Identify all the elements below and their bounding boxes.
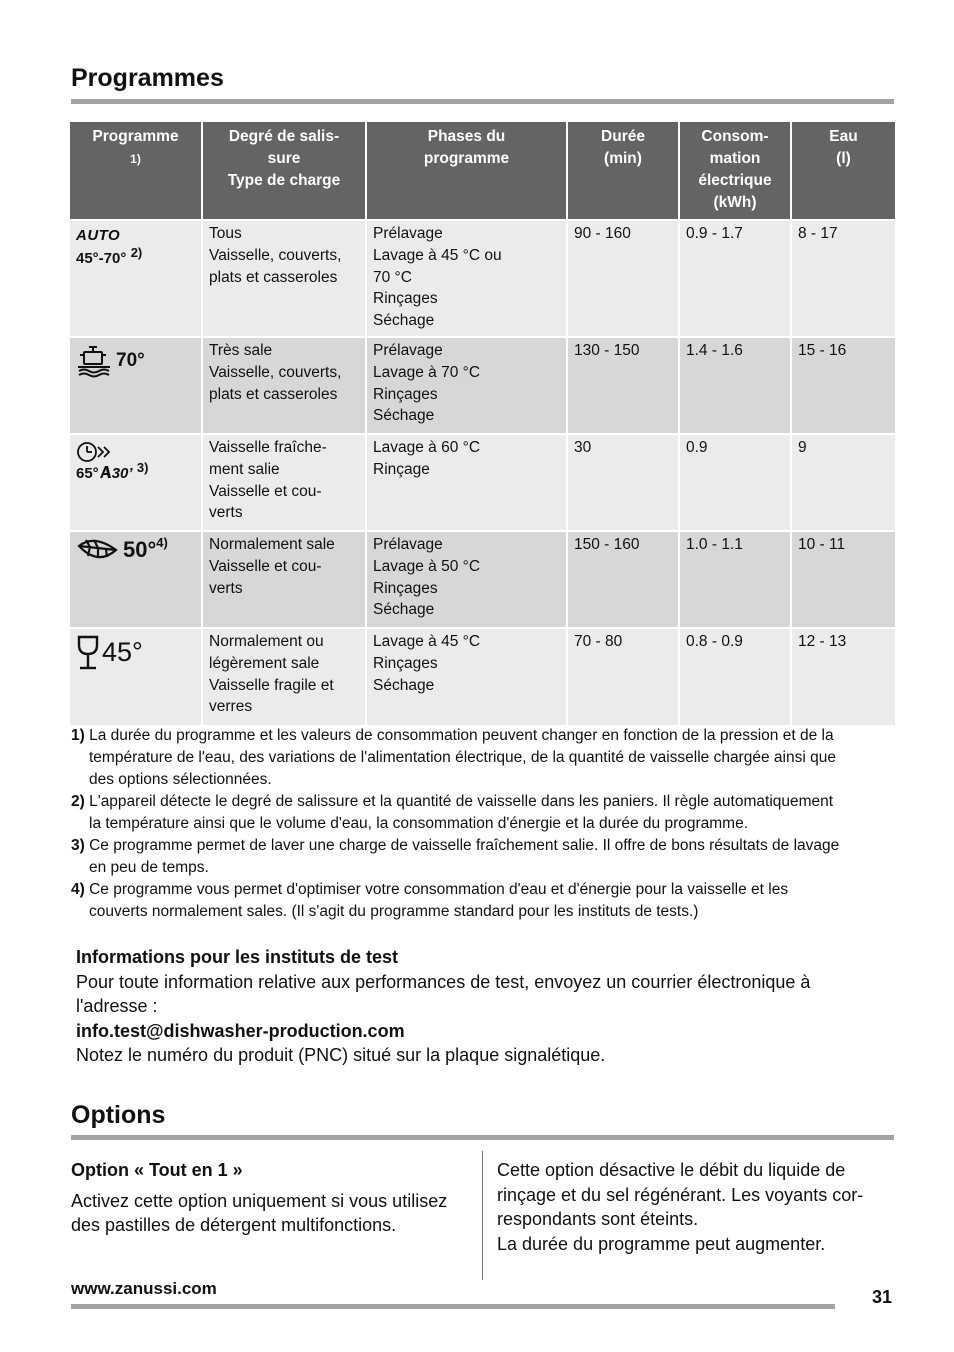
programme-cell (70, 434, 202, 531)
header-phases: Phases du programme (366, 122, 567, 220)
programme-cell (70, 220, 202, 337)
test-info-text: l'adresse : (76, 996, 158, 1016)
duration-cell: 30 (567, 434, 679, 531)
column-divider (482, 1151, 483, 1280)
test-info-heading: Informations pour les instituts de test (76, 947, 399, 967)
duration-cell: 150 - 160 (567, 531, 679, 628)
water-cell: 10 - 11 (791, 531, 895, 628)
options-right-column (497, 1158, 887, 1256)
footnote-1: 1) La durée du programme et les valeurs de consommation peuvent changer en fonction de la pression et de la température de l'eau, des variations de l'alimentation électrique, de la quantité de vaisselle chargée ainsi que des options sélectionnées. (71, 727, 836, 788)
phases-cell: Prélavage Lavage à 70 °C Rinçages Séchage (366, 337, 567, 434)
header-energy: Consom- mation électrique (kWh) (679, 122, 791, 220)
energy-cell: 0.9 (679, 434, 791, 531)
footnote-4: 4) Ce programme vous permet d'optimiser votre consommation d'eau et d'énergie pour la vaisselle et les couverts normalement sales. (Il s'agit du programme standard pour les instituts de tests.) (71, 881, 789, 920)
test-info (76, 945, 876, 1068)
energy-cell: 1.0 - 1.1 (679, 531, 791, 628)
footnote-ref: 4) (156, 535, 168, 551)
soil-cell: Vaisselle fraîche- ment salie Vaisselle et cou- verts (202, 434, 366, 531)
page-number: 31 (872, 1287, 893, 1307)
soil-cell: Très sale Vaisselle, couverts, plats et casseroles (202, 337, 366, 434)
section-rule (71, 1135, 894, 1140)
duration-cell: 90 - 160 (567, 220, 679, 337)
energy-cell: 1.4 - 1.6 (679, 337, 791, 434)
table-row (70, 628, 895, 725)
header-programme: Programme 1) (70, 122, 202, 220)
programme-temp: 70° (116, 350, 145, 372)
quick-a-icon (99, 465, 112, 479)
footnotes (71, 725, 897, 923)
table-row (70, 337, 895, 434)
test-info-text: Pour toute information relative aux performances de test, envoyez un courrier électronique à (76, 971, 811, 992)
soil-cell: Tous Vaisselle, couverts, plats et casseroles (202, 220, 366, 337)
test-info-text: Notez le numéro du produit (PNC) situé sur la plaque signalétique. (76, 1045, 606, 1065)
soil-cell: Normalement sale Vaisselle et cou- verts (202, 531, 366, 628)
glass-icon (76, 635, 100, 671)
water-cell: 12 - 13 (791, 628, 895, 725)
option-text: Activez cette option uniquement si vous utilisez (71, 1190, 448, 1211)
phases-cell: Prélavage Lavage à 45 °C ou 70 °C Rinçages Séchage (366, 220, 567, 337)
footnote-ref: 3) (136, 460, 149, 475)
auto-icon: AUTO (76, 227, 121, 244)
duration-cell: 70 - 80 (567, 628, 679, 725)
programme-cell (70, 628, 202, 725)
programmes-table (70, 122, 895, 725)
header-soil: Degré de salis- sure Type de charge (202, 122, 366, 220)
energy-cell: 0.8 - 0.9 (679, 628, 791, 725)
footer-rule (71, 1304, 835, 1309)
programme-time: 30’ (111, 465, 133, 482)
phases-cell: Lavage à 45 °C Rinçages Séchage (366, 628, 567, 725)
table-row (70, 220, 895, 337)
phases-cell: Prélavage Lavage à 50 °C Rinçages Séchage (366, 531, 567, 628)
option-text: rinçage et du sel régénérant. Les voyants cor- (497, 1184, 864, 1205)
section-title-options: Options (71, 1101, 166, 1129)
soil-cell: Normalement ou légèrement sale Vaisselle fragile et verres (202, 628, 366, 725)
table-header-row (70, 122, 895, 220)
phases-cell: Lavage à 60 °C Rinçage (366, 434, 567, 531)
footer-website: www.zanussi.com (71, 1279, 217, 1298)
footnote-ref: 2) (130, 244, 143, 260)
programme-temp: 65° (76, 465, 99, 482)
option-text: des pastilles de détergent multifonctions. (71, 1215, 397, 1235)
option-heading: Option « Tout en 1 » (71, 1160, 243, 1180)
section-rule (71, 99, 894, 104)
duration-cell: 130 - 150 (567, 337, 679, 434)
quick-clock-icon (76, 441, 116, 465)
option-text: Cette option désactive le débit du liquide de (497, 1160, 846, 1180)
table-row (70, 434, 895, 531)
section-title-programmes: Programmes (71, 64, 224, 92)
programme-cell (70, 337, 202, 434)
option-text: respondants sont éteints. (497, 1209, 699, 1229)
footnote-2: 2) L'appareil détecte le degré de salissure et la quantité de vaisselle dans les paniers. Il règle automatiquement la température ainsi que le volume d'eau, la consommation d'énergie et la durée du programme. (71, 793, 834, 832)
table-row (70, 531, 895, 628)
eco-leaf-icon (76, 536, 120, 564)
footnote-3: 3) Ce programme permet de laver une charge de vaisselle fraîchement salie. Il offre de bons résultats de lavage en peu de temps. (71, 837, 840, 876)
water-cell: 8 - 17 (791, 220, 895, 337)
programme-temp: 45°-70° (76, 249, 127, 267)
water-cell: 15 - 16 (791, 337, 895, 434)
programme-temp: 50° (123, 537, 157, 563)
header-water: Eau (l) (791, 122, 895, 220)
intensive-pot-icon (76, 344, 112, 378)
option-text: La durée du programme peut augmenter. (497, 1233, 826, 1254)
options-left-column (71, 1158, 471, 1238)
programme-cell (70, 531, 202, 628)
programme-temp: 45° (102, 637, 143, 668)
header-duration: Durée (min) (567, 122, 679, 220)
test-info-email: info.test@dishwasher-production.com (76, 1020, 405, 1041)
energy-cell: 0.9 - 1.7 (679, 220, 791, 337)
water-cell: 9 (791, 434, 895, 531)
